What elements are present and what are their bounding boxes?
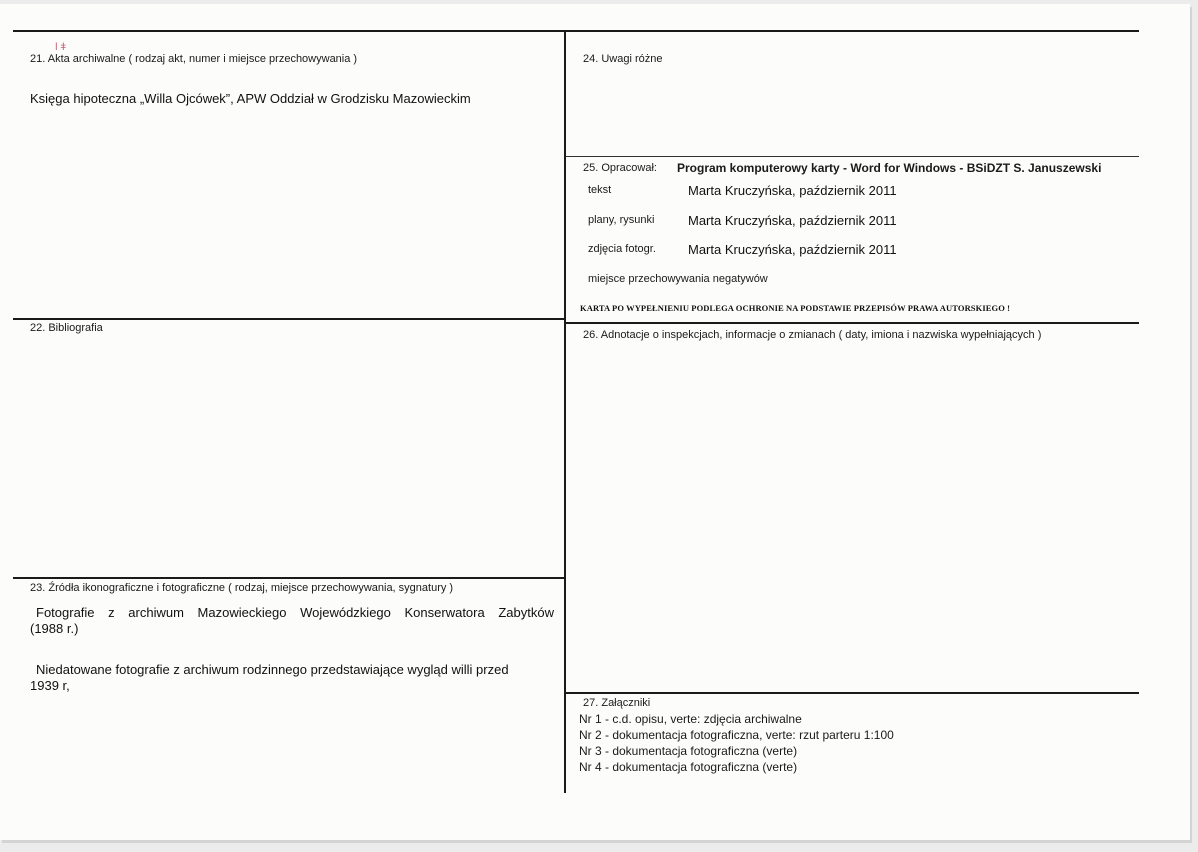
section-23-para1-line1: Fotografie z archiwum Mazowieckiego Wojewódzkiego Konserwatora Zabytków xyxy=(36,605,554,620)
section-23-label: 23. Źródła ikonograficzne i fotograficzne ( rodzaj, miejsce przechowywania, sygnatury ) xyxy=(30,582,454,594)
red-margin-mark-icon: ǀ ǂ xyxy=(55,42,67,53)
author-row-value: Marta Kruczyńska, październik 2011 xyxy=(688,242,897,257)
section-23-para2-line1: Niedatowane fotografie z archiwum rodzinnego przedstawiające wygląd willi przed xyxy=(36,662,509,677)
section-21-label: 21. Akta archiwalne ( rodzaj akt, numer i miejsce przechowywania ) xyxy=(30,53,358,65)
rule-22-23 xyxy=(13,577,564,579)
author-row-value: Marta Kruczyńska, październik 2011 xyxy=(688,183,897,198)
rule-26-27 xyxy=(566,692,1139,694)
attachment-item: Nr 3 - dokumentacja fotograficzna (verte) xyxy=(579,744,798,758)
rule-21-22 xyxy=(13,318,564,320)
author-row-value: Marta Kruczyńska, październik 2011 xyxy=(688,213,897,228)
section-23-para2-line2: 1939 r, xyxy=(30,678,70,693)
section-25-program: Program komputerowy karty - Word for Windows - BSiDZT S. Januszewski xyxy=(677,161,1102,175)
section-24-label: 24. Uwagi różne xyxy=(583,53,663,65)
attachment-item: Nr 1 - c.d. opisu, verte: zdjęcia archiwalne xyxy=(579,712,802,726)
section-25-label: 25. Opracował: xyxy=(583,162,657,174)
copyright-warning: KARTA PO WYPEŁNIENIU PODLEGA OCHRONIE NA PODSTAWIE PRZEPISÓW PRAWA AUTORSKIEGO ! xyxy=(580,303,1011,313)
author-row-label: zdjęcia fotogr. xyxy=(588,243,656,255)
section-26-label: 26. Adnotacje o inspekcjach, informacje o zmianach ( daty, imiona i nazwiska wypełniających ) xyxy=(583,329,1042,341)
author-row-label: tekst xyxy=(588,184,612,196)
section-21-content: Księga hipoteczna „Willa Ojcówek”, APW Oddział w Grodzisku Mazowieckim xyxy=(30,91,471,106)
top-rule xyxy=(13,30,1139,32)
attachment-item: Nr 2 - dokumentacja fotograficzna, verte: rzut parteru 1:100 xyxy=(579,728,894,742)
rule-24-25 xyxy=(566,156,1139,157)
center-divider xyxy=(564,31,566,793)
author-row-label: plany, rysunki xyxy=(588,214,655,226)
attachment-item: Nr 4 - dokumentacja fotograficzna (verte) xyxy=(579,760,798,774)
rule-25-26 xyxy=(566,322,1139,324)
section-22-label: 22. Bibliografia xyxy=(30,322,103,334)
section-27-label: 27. Załączniki xyxy=(583,697,651,709)
section-23-para1-line2: (1988 r.) xyxy=(30,621,79,636)
section-25-negatives: miejsce przechowywania negatywów xyxy=(588,273,768,285)
